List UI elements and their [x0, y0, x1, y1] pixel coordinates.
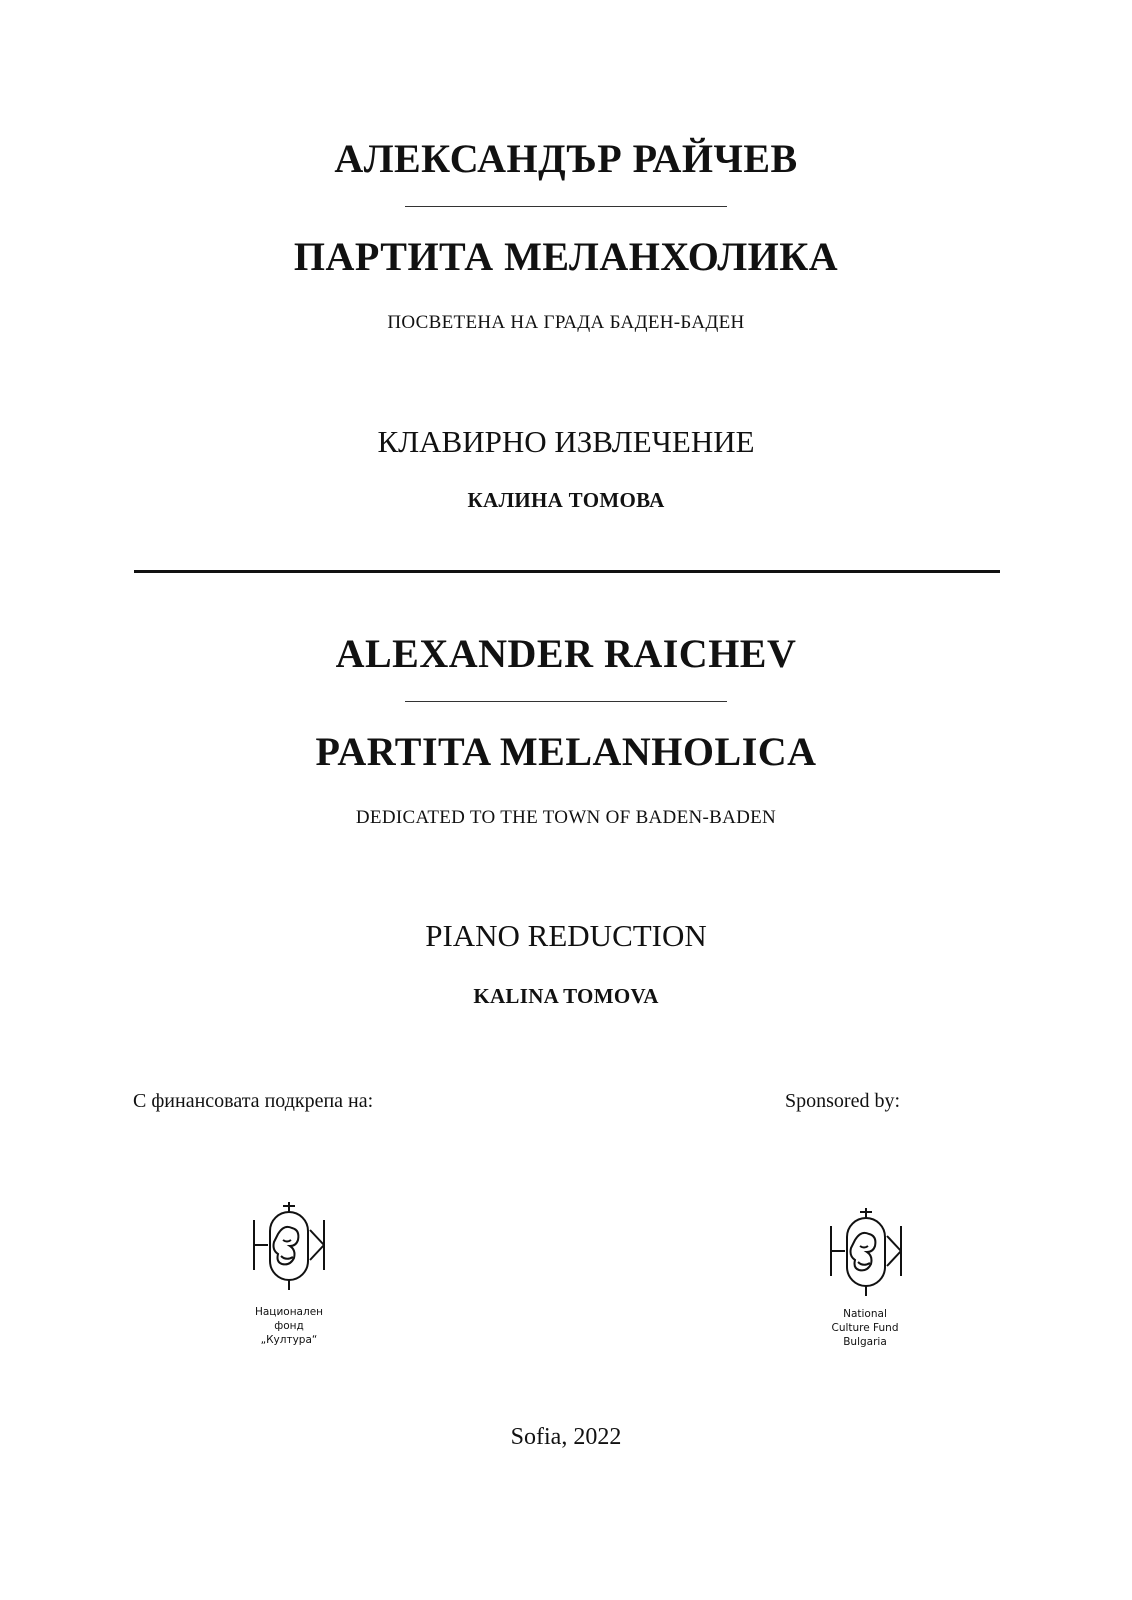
logo-caption-bg-line3: „Култура“ [260, 1334, 318, 1346]
logo-caption-en-line3: Bulgaria [843, 1336, 887, 1348]
work-title-en: PARTITA MELANHOLICA [315, 729, 817, 774]
culture-fund-logo-icon [250, 1200, 328, 1292]
culture-fund-logo-icon [827, 1206, 905, 1298]
section-divider [134, 570, 1000, 573]
logo-caption-en [805, 1307, 925, 1349]
arranger-name-en: KALINA TOMOVA [473, 984, 659, 1008]
reduction-label-bg: КЛАВИРНО ИЗВЛЕЧЕНИЕ [377, 424, 755, 459]
sponsor-label-en: Sponsored by: [785, 1090, 900, 1112]
place-date: Sofia, 2022 [510, 1424, 622, 1450]
composer-underline-bg [405, 206, 727, 207]
logo-caption-bg [229, 1305, 349, 1347]
logo-caption-bg-line1: Национален [254, 1306, 324, 1318]
reduction-label-en: PIANO REDUCTION [425, 918, 707, 953]
logo-caption-en-line1: National [843, 1308, 887, 1320]
arranger-name-bg: КАЛИНА ТОМОВА [467, 488, 665, 512]
dedication-bg: ПОСВЕТЕНА НА ГРАДА БАДЕН-БАДЕН [387, 312, 745, 333]
composer-name-bg: АЛЕКСАНДЪР РАЙЧЕВ [334, 136, 798, 181]
logo-caption-en-line2: Culture Fund [831, 1322, 899, 1334]
composer-underline-en [405, 701, 727, 702]
logo-caption-bg-line2: фонд [274, 1320, 304, 1332]
work-title-bg: ПАРТИТА МЕЛАНХОЛИКА [293, 234, 839, 279]
composer-name-en: ALEXANDER RAICHEV [335, 631, 797, 676]
sponsor-label-bg: С финансовата подкрепа на: [133, 1090, 374, 1112]
dedication-en: DEDICATED TO THE TOWN OF BADEN-BADEN [355, 807, 777, 828]
